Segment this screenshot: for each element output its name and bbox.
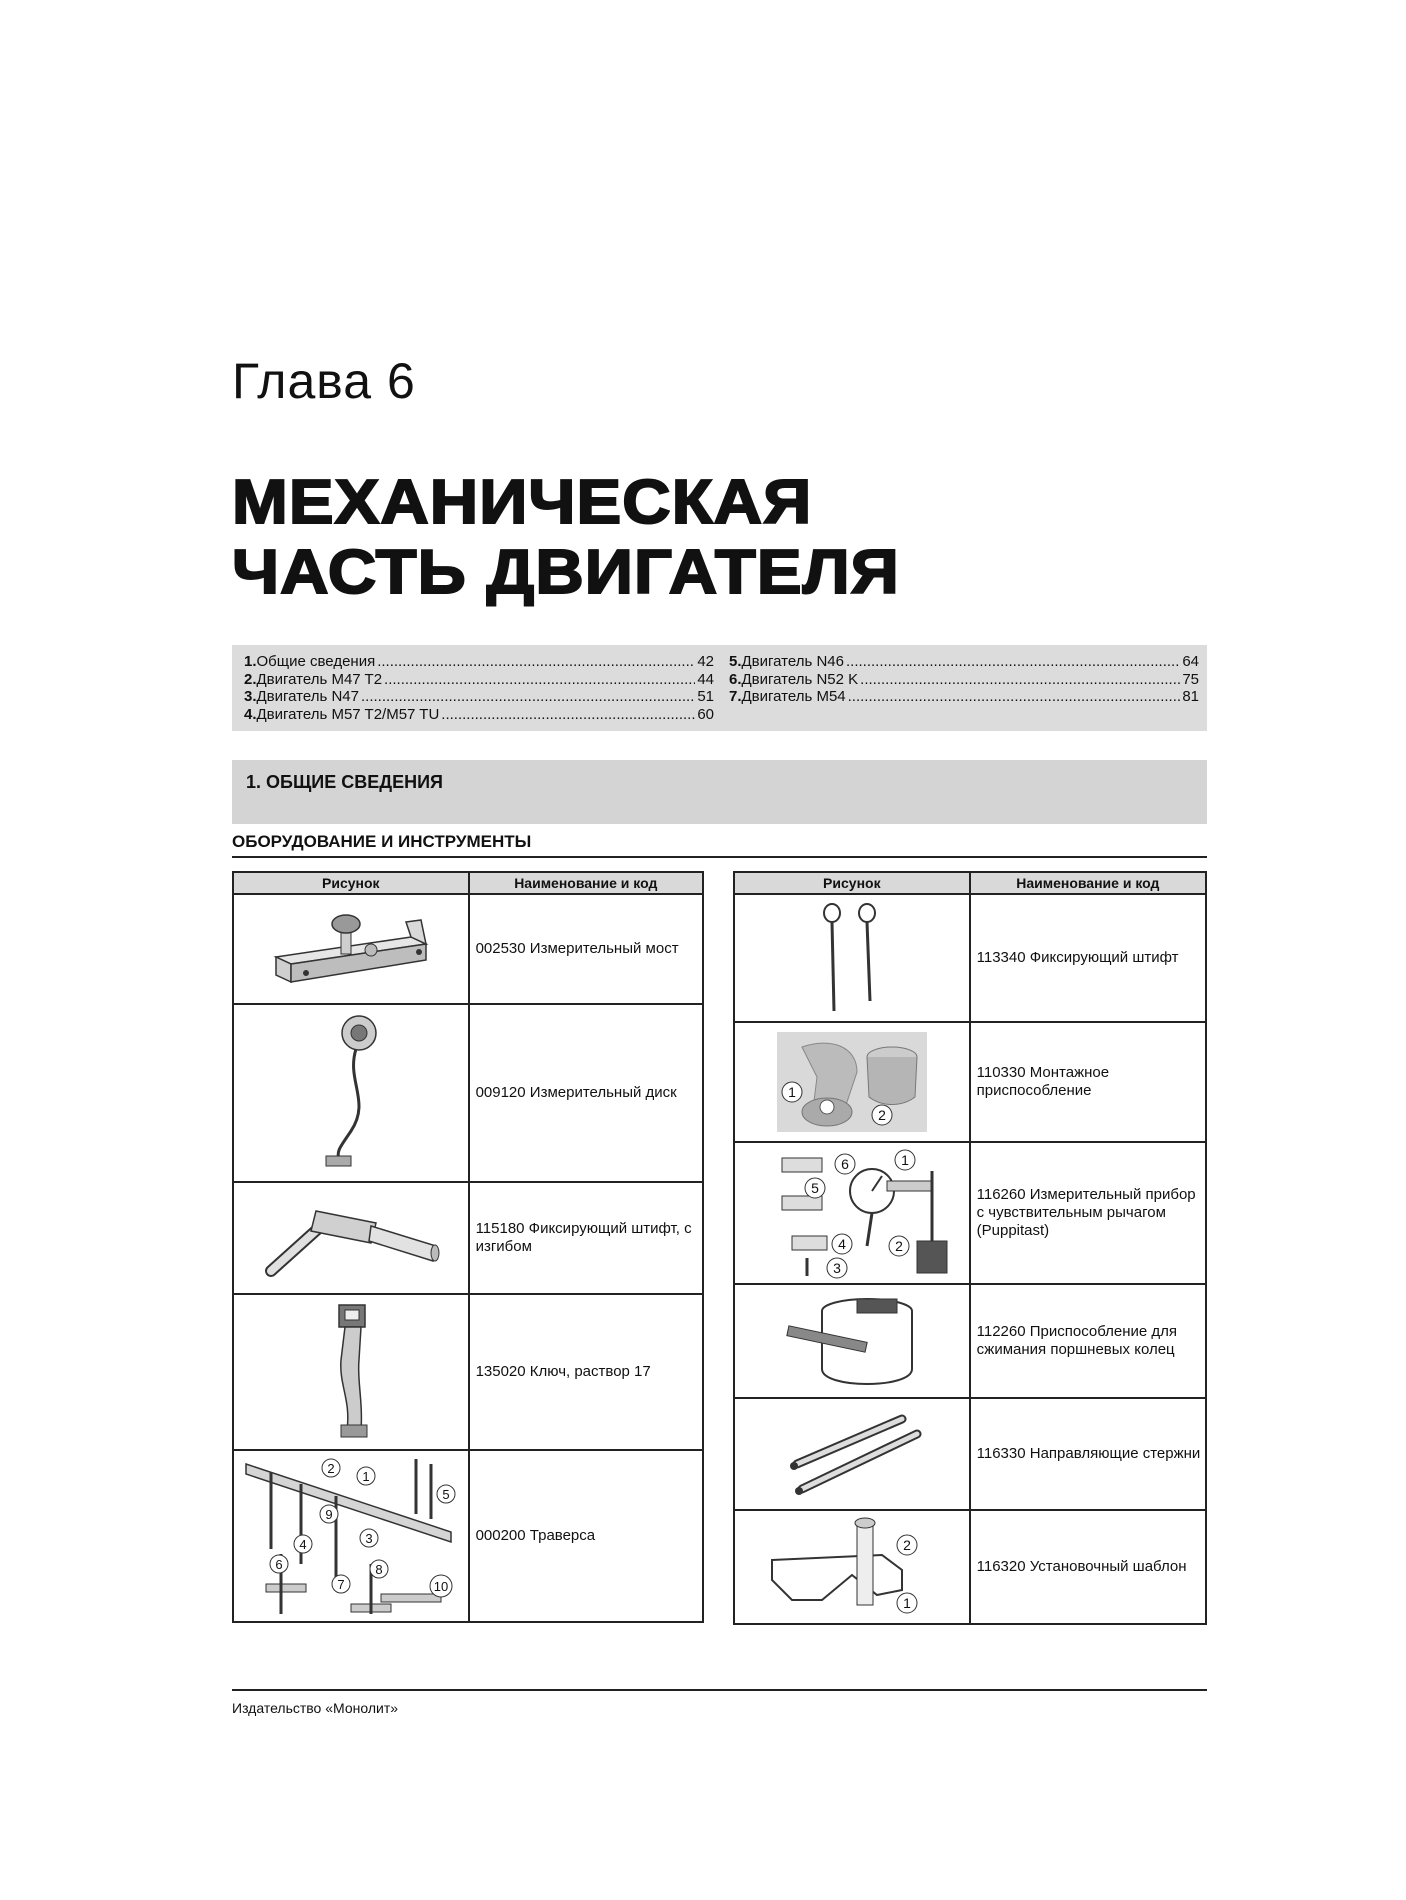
callout-6: 6 [275,1556,283,1572]
tools-table-right [733,871,1207,1625]
figure-cell [734,1284,970,1398]
figure-cell [734,1142,970,1284]
figure-cell [734,894,970,1022]
footer-divider [232,1689,1207,1691]
tool-name: 110330 Монтажное приспособление [970,1022,1206,1142]
callout-2: 2 [902,1536,911,1553]
table-row [233,1294,703,1450]
callout-5: 5 [810,1179,819,1196]
locking-pin-illustration [802,901,902,1016]
chapter-title-line-1: МЕХАНИЧЕСКАЯ [232,468,813,537]
mounting-tool-illustration [772,1027,932,1137]
callout-1: 1 [362,1468,370,1484]
chapter-number: Глава 6 [232,353,416,409]
figure-cell [233,1182,469,1294]
table-row [734,1142,1206,1284]
toc-item[interactable]: 3. Двигатель N47 ..... 51 [244,688,714,706]
toc-column-left [244,653,714,723]
callout-3: 3 [365,1530,373,1546]
tool-name: 002530 Измерительный мост [469,894,703,1004]
column-header-name: Наименование и код [970,872,1206,894]
callout-2: 2 [327,1460,335,1476]
figure-cell [734,1022,970,1142]
table-row [233,1004,703,1182]
column-header-figure: Рисунок [233,872,469,894]
callout-9: 9 [325,1506,333,1522]
callout-7: 7 [337,1576,345,1592]
column-header-name: Наименование и код [469,872,703,894]
tool-name: 113340 Фиксирующий штифт [970,894,1206,1022]
callout-10: 10 [433,1578,449,1594]
figure-cell [233,1004,469,1182]
figure-cell [233,1294,469,1450]
section-header [232,760,1207,824]
toc-item[interactable]: 1. Общие сведения ..... 42 [244,653,714,671]
table-row [233,894,703,1004]
figure-cell [233,894,469,1004]
chapter-title [232,468,900,608]
callout-2: 2 [894,1237,903,1254]
table-row [734,1398,1206,1510]
tools-table-left [232,871,704,1623]
table-row [734,1022,1206,1142]
callout-4: 4 [299,1536,307,1552]
bent-pin-illustration [251,1191,451,1286]
subsection-title: ОБОРУДОВАНИЕ И ИНСТРУМЕНТЫ [232,832,1207,858]
tool-name: 115180 Фиксирующий штифт, с изгибом [469,1182,703,1294]
setting-template-illustration [762,1515,942,1620]
callout-1: 1 [787,1084,796,1100]
table-row [233,1450,703,1622]
tool-name: 112260 Приспособление для сжимания поршневых колец [970,1284,1206,1398]
callout-1: 1 [900,1151,909,1168]
callout-1: 1 [902,1594,911,1611]
toc-item[interactable]: 2. Двигатель M47 T2 ..... 44 [244,671,714,689]
toc-item[interactable]: 5. Двигатель N46 ..... 64 [729,653,1199,671]
table-row [734,1284,1206,1398]
toc-item[interactable]: 7. Двигатель M54 ..... 81 [729,688,1199,706]
section-title: 1. ОБЩИЕ СВЕДЕНИЯ [246,772,443,792]
tool-name: 116260 Измерительный прибор с чувствительным рычагом (Puppitast) [970,1142,1206,1284]
ring-compressor-illustration [772,1289,932,1394]
figure-cell [734,1510,970,1624]
tool-name: 116320 Установочный шаблон [970,1510,1206,1624]
callout-8: 8 [375,1561,383,1577]
guide-rods-illustration [772,1404,932,1504]
figure-cell [233,1450,469,1622]
measuring-disc-illustration [301,1011,401,1176]
table-of-contents [232,645,1207,731]
toc-item[interactable]: 6. Двигатель N52 K ..... 75 [729,671,1199,689]
callout-4: 4 [837,1235,846,1252]
dial-gauge-illustration [747,1146,957,1281]
callout-5: 5 [442,1486,450,1502]
table-row [734,1510,1206,1624]
toc-column-right [729,653,1199,706]
column-header-figure: Рисунок [734,872,970,894]
toc-item[interactable]: 4. Двигатель M57 T2/M57 TU ..... 60 [244,706,714,724]
tool-name: 135020 Ключ, раствор 17 [469,1294,703,1450]
tool-name: 009120 Измерительный диск [469,1004,703,1182]
table-row [734,894,1206,1022]
measuring-bridge-illustration [261,902,441,997]
wrench-illustration [301,1300,401,1445]
tool-name: 116330 Направляющие стержни [970,1398,1206,1510]
tool-name: 000200 Траверса [469,1450,703,1622]
callout-6: 6 [840,1155,849,1172]
table-header-row [233,872,703,894]
chapter-title-line-2: ЧАСТЬ ДВИГАТЕЛЯ [232,538,900,607]
traverse-illustration [241,1454,461,1619]
table-header-row [734,872,1206,894]
callout-3: 3 [832,1259,841,1276]
publisher-footer: Издательство «Монолит» [232,1700,399,1716]
figure-cell [734,1398,970,1510]
table-row [233,1182,703,1294]
callout-2: 2 [877,1107,886,1123]
